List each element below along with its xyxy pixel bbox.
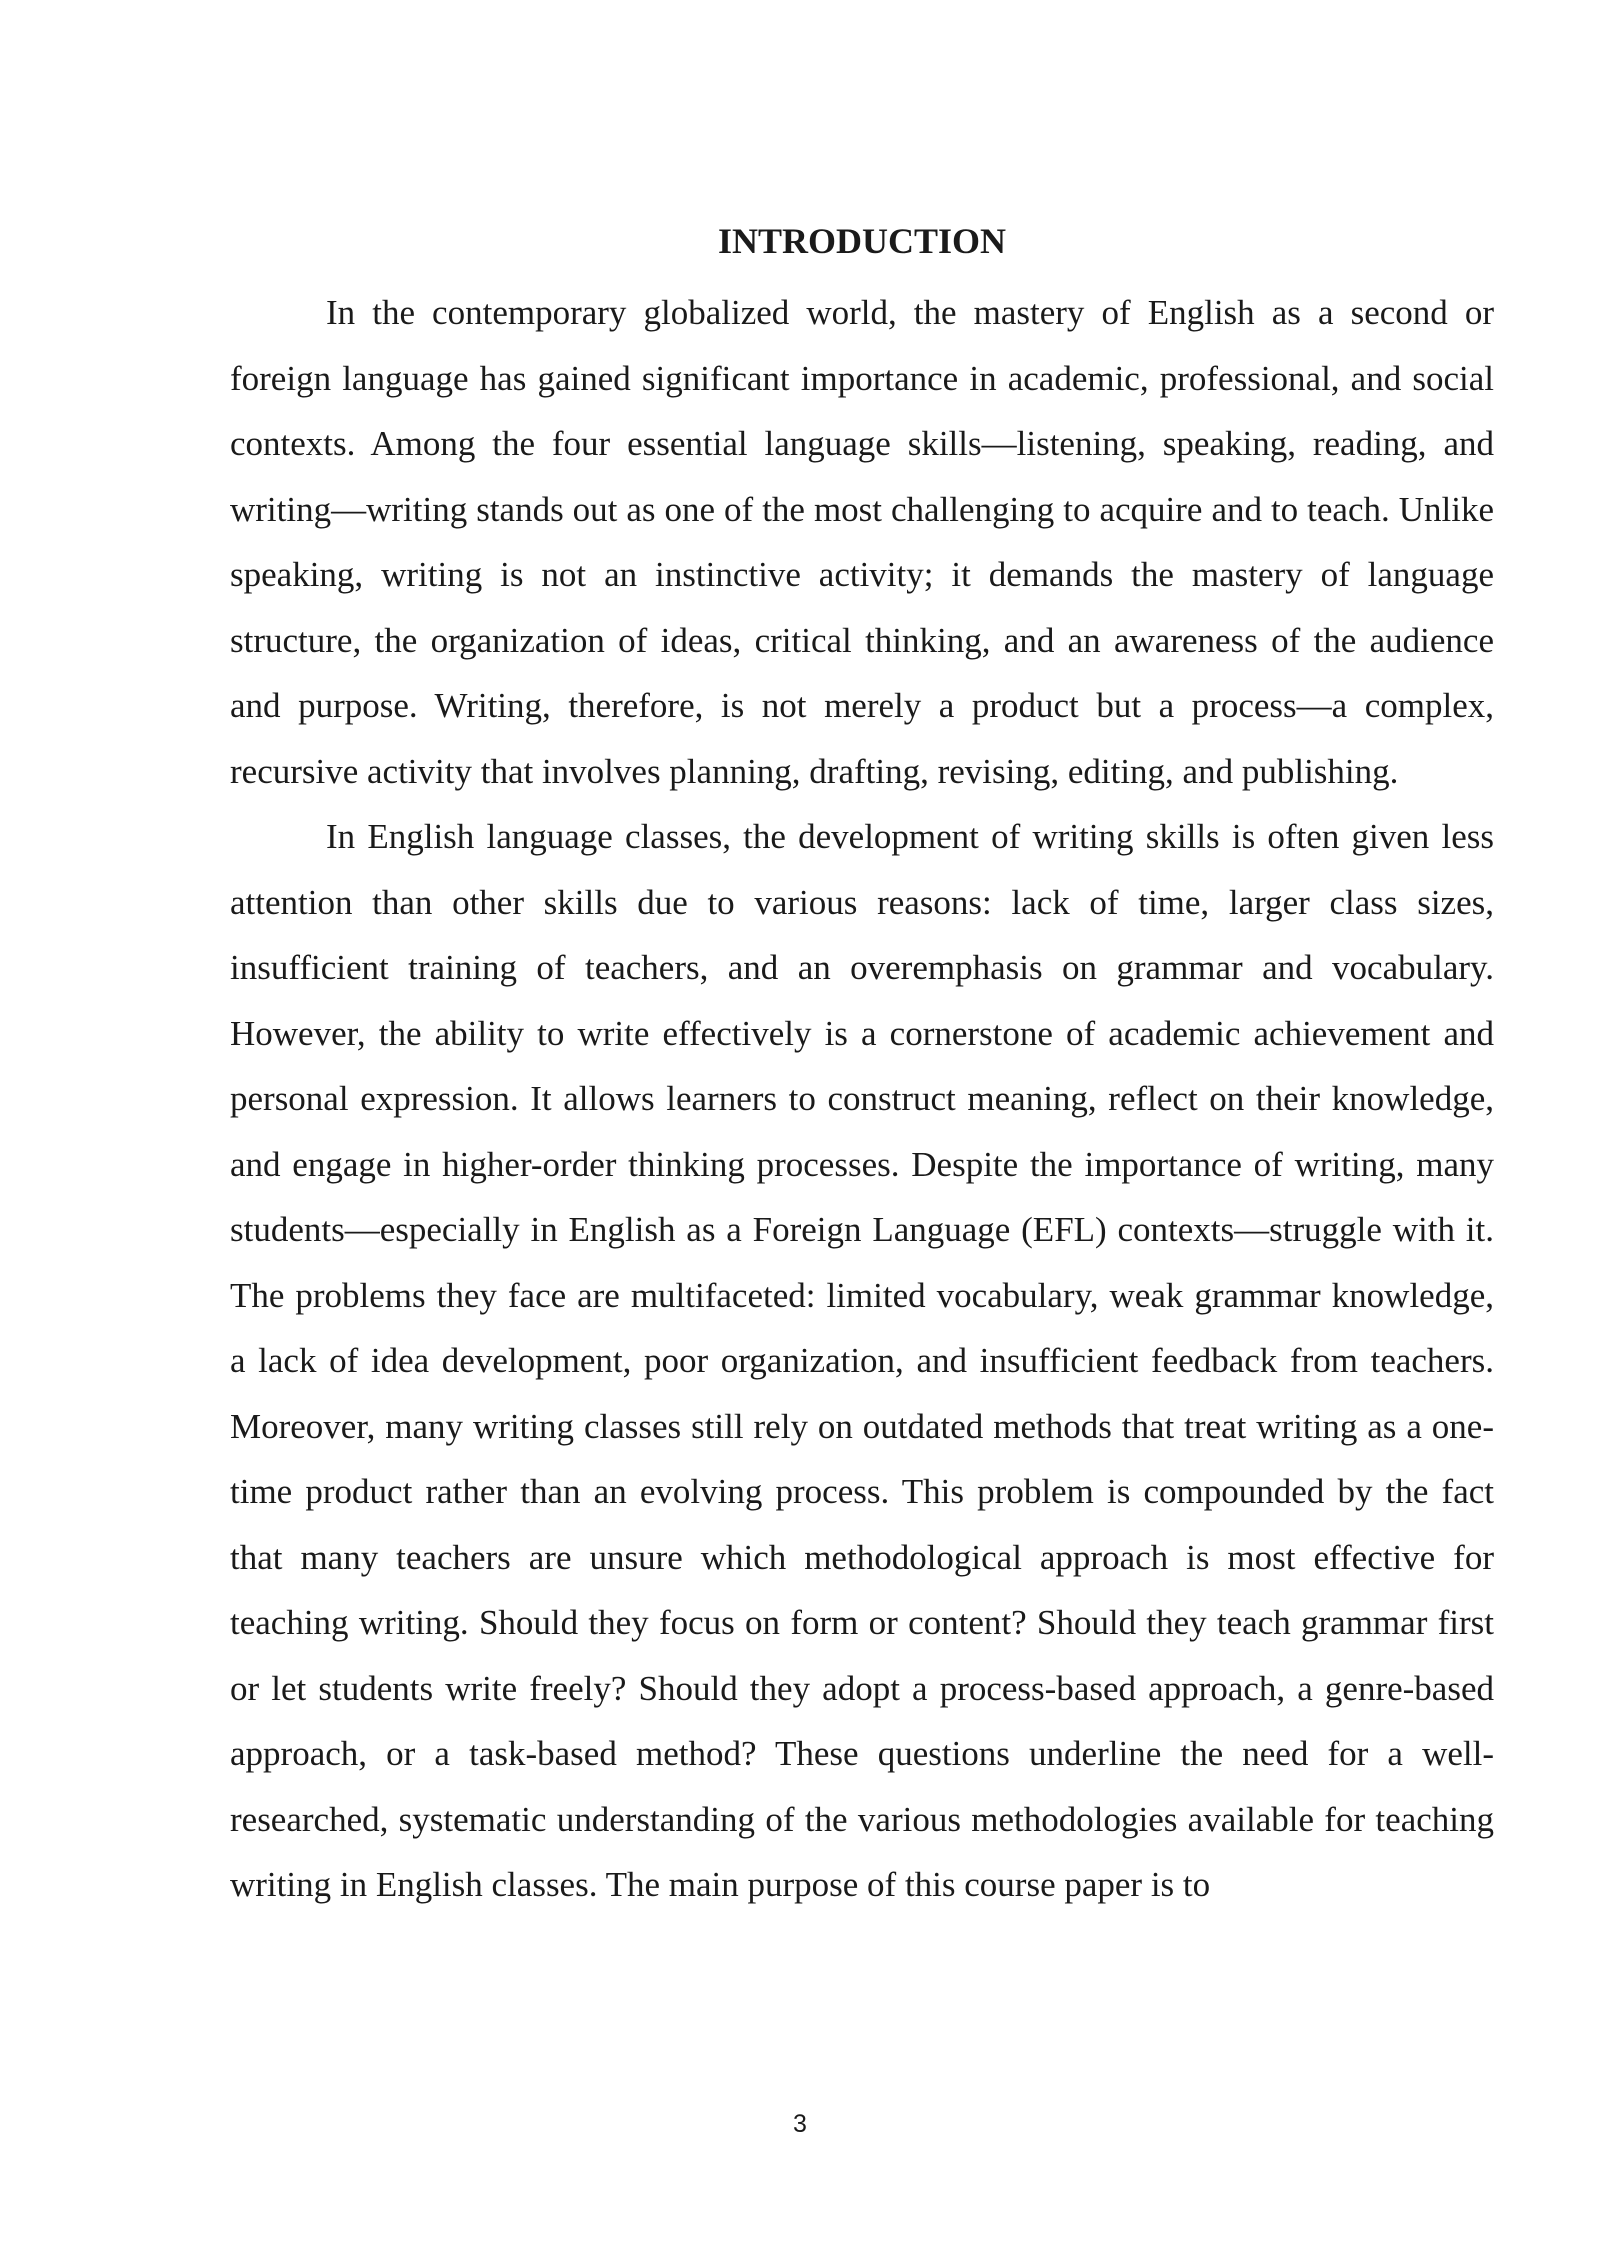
paragraph-1: In the contemporary globalized world, the mastery of English as a second or foreign language has gained significant importance in academic, professional, and social contexts. Among the four essential language skills—listening, speaking, reading, and writing—writing stands out as one of the most challenging to acquire and to teach. Unlike speaking, writing is not an instinctive activity; it demands the mastery of language structure, the organization of ideas, critical thinking, and an awareness of the audience and purpose. Writing, therefore, is not merely a product but a process—a complex, recursive activity that involves planning, drafting, revising, editing, and publishing. [230, 293, 1494, 791]
section-title: INTRODUCTION [717, 221, 1007, 261]
page-number: 3 [793, 2110, 807, 2138]
page-content [230, 212, 1494, 1918]
paragraph-2: In English language classes, the development of writing skills is often given less attention than other skills due to various reasons: lack of time, larger class sizes, insufficient training of teachers, and an overemphasis on grammar and vocabulary. However, the ability to write effectively is a cornerstone of academic achievement and personal expression. It allows learners to construct meaning, reflect on their knowledge, and engage in higher-order thinking processes. Despite the importance of writing, many students—especially in English as a Foreign Language (EFL) contexts—struggle with it. The problems they face are multifaceted: limited vocabulary, weak grammar knowledge, a lack of idea development, poor organization, and insufficient feedback from teachers. Moreover, many writing classes still rely on outdated methods that treat writing as a one-time product rather than an evolving process. This problem is compounded by the fact that many teachers are unsure which methodological approach is most effective for teaching writing. Should they focus on form or content? Should they teach grammar first or let students write freely? Should they adopt a process-based approach, a genre-based approach, or a task-based method? These questions underline the need for a well-researched, systematic understanding of the various methodologies available for teaching writing in English classes. The main purpose of this course paper is to [230, 817, 1494, 1904]
